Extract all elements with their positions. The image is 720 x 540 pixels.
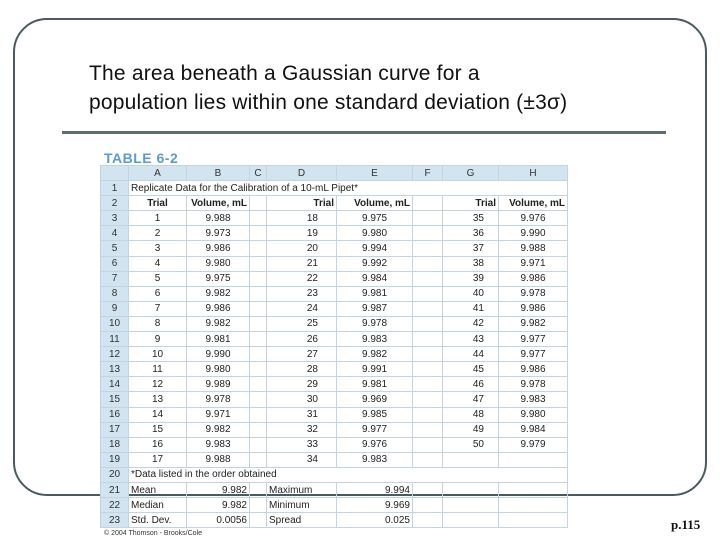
volume-cell: 9.976 bbox=[499, 211, 568, 226]
volume-cell: 9.983 bbox=[499, 392, 568, 407]
volume-cell: 9.986 bbox=[499, 362, 568, 377]
empty-cell bbox=[499, 482, 568, 497]
empty-cell bbox=[413, 452, 443, 467]
column-header: Trial bbox=[443, 196, 499, 211]
volume-cell: 9.977 bbox=[337, 422, 413, 437]
stat-label: Std. Dev. bbox=[129, 513, 187, 528]
trial-cell: 32 bbox=[267, 422, 337, 437]
stats-row bbox=[101, 482, 568, 497]
trial-cell: 2 bbox=[129, 226, 187, 241]
trial-cell: 41 bbox=[443, 301, 499, 316]
volume-cell: 9.969 bbox=[337, 392, 413, 407]
trial-cell: 18 bbox=[267, 211, 337, 226]
empty-cell bbox=[413, 301, 443, 316]
table-caption: TABLE 6-2 bbox=[104, 150, 179, 166]
volume-cell bbox=[499, 452, 568, 467]
slide-title-line-1: The area beneath a Gaussian curve for a bbox=[89, 62, 480, 85]
volume-cell: 9.977 bbox=[499, 347, 568, 362]
trial-cell bbox=[443, 452, 499, 467]
column-header: Volume, mL bbox=[337, 196, 413, 211]
trial-cell: 48 bbox=[443, 407, 499, 422]
row-number: 22 bbox=[101, 498, 129, 513]
page-number: p.115 bbox=[671, 517, 701, 532]
trial-cell: 15 bbox=[129, 422, 187, 437]
table-row bbox=[101, 407, 568, 422]
row-number: 8 bbox=[101, 286, 129, 301]
row-number: 16 bbox=[101, 407, 129, 422]
empty-cell bbox=[250, 196, 267, 211]
trial-cell: 38 bbox=[443, 256, 499, 271]
stats-row bbox=[101, 513, 568, 528]
slide-title bbox=[89, 59, 649, 117]
trial-cell: 6 bbox=[129, 286, 187, 301]
empty-cell bbox=[250, 482, 267, 497]
volume-cell: 9.978 bbox=[187, 392, 250, 407]
empty-cell bbox=[250, 362, 267, 377]
volume-cell: 9.973 bbox=[187, 226, 250, 241]
empty-cell bbox=[413, 211, 443, 226]
trial-cell: 44 bbox=[443, 347, 499, 362]
corner-cell bbox=[101, 166, 129, 181]
empty-cell bbox=[413, 286, 443, 301]
volume-cell: 9.981 bbox=[187, 332, 250, 347]
row-number: 18 bbox=[101, 437, 129, 452]
empty-cell bbox=[443, 513, 499, 528]
empty-cell bbox=[413, 482, 443, 497]
empty-cell bbox=[499, 498, 568, 513]
empty-cell bbox=[250, 316, 267, 331]
empty-cell bbox=[413, 362, 443, 377]
copyright-notice: © 2004 Thomson - Brooks/Cole bbox=[104, 530, 203, 537]
empty-cell bbox=[413, 332, 443, 347]
empty-cell bbox=[250, 286, 267, 301]
stat-value: 9.969 bbox=[337, 498, 413, 513]
trial-cell: 42 bbox=[443, 316, 499, 331]
volume-cell: 9.986 bbox=[187, 241, 250, 256]
column-letter: F bbox=[413, 166, 443, 181]
volume-cell: 9.981 bbox=[337, 377, 413, 392]
spreadsheet-table bbox=[100, 165, 568, 528]
trial-cell: 1 bbox=[129, 211, 187, 226]
row-number: 15 bbox=[101, 392, 129, 407]
slide-title-line-2: population lies within one standard deviation (±3σ) bbox=[89, 91, 568, 114]
trial-cell: 16 bbox=[129, 437, 187, 452]
stat-label: Maximum bbox=[267, 482, 337, 497]
volume-cell: 9.986 bbox=[187, 301, 250, 316]
trial-cell: 8 bbox=[129, 316, 187, 331]
row-number: 17 bbox=[101, 422, 129, 437]
empty-cell bbox=[413, 196, 443, 211]
volume-cell: 9.988 bbox=[187, 211, 250, 226]
row-number: 4 bbox=[101, 226, 129, 241]
volume-cell: 9.981 bbox=[337, 286, 413, 301]
table-row bbox=[101, 437, 568, 452]
trial-cell: 47 bbox=[443, 392, 499, 407]
stat-value: 0.025 bbox=[337, 513, 413, 528]
table-row bbox=[101, 196, 568, 211]
trial-cell: 33 bbox=[267, 437, 337, 452]
empty-cell bbox=[250, 211, 267, 226]
table-row bbox=[101, 347, 568, 362]
column-letter: G bbox=[443, 166, 499, 181]
volume-cell: 9.991 bbox=[337, 362, 413, 377]
row-number: 20 bbox=[101, 467, 129, 482]
empty-cell bbox=[250, 422, 267, 437]
volume-cell: 9.980 bbox=[337, 226, 413, 241]
trial-cell: 4 bbox=[129, 256, 187, 271]
volume-cell: 9.992 bbox=[337, 256, 413, 271]
volume-cell: 9.983 bbox=[337, 332, 413, 347]
table-row bbox=[101, 316, 568, 331]
volume-cell: 9.982 bbox=[187, 316, 250, 331]
table-footnote: *Data listed in the order obtained bbox=[129, 467, 568, 482]
row-number: 10 bbox=[101, 316, 129, 331]
trial-cell: 9 bbox=[129, 332, 187, 347]
stat-label: Median bbox=[129, 498, 187, 513]
empty-cell bbox=[413, 392, 443, 407]
table-row bbox=[101, 422, 568, 437]
row-number: 6 bbox=[101, 256, 129, 271]
table-row bbox=[101, 181, 568, 196]
trial-cell: 12 bbox=[129, 377, 187, 392]
empty-cell bbox=[413, 256, 443, 271]
table-row bbox=[101, 392, 568, 407]
volume-cell: 9.975 bbox=[187, 271, 250, 286]
trial-cell: 30 bbox=[267, 392, 337, 407]
volume-cell: 9.976 bbox=[337, 437, 413, 452]
table-row bbox=[101, 211, 568, 226]
volume-cell: 9.986 bbox=[499, 271, 568, 286]
empty-cell bbox=[250, 437, 267, 452]
empty-cell bbox=[250, 271, 267, 286]
column-header: Volume, mL bbox=[499, 196, 568, 211]
column-header: Trial bbox=[129, 196, 187, 211]
trial-cell: 45 bbox=[443, 362, 499, 377]
volume-cell: 9.979 bbox=[499, 437, 568, 452]
trial-cell: 22 bbox=[267, 271, 337, 286]
volume-cell: 9.989 bbox=[187, 377, 250, 392]
empty-cell bbox=[250, 347, 267, 362]
column-letter: H bbox=[499, 166, 568, 181]
row-number: 21 bbox=[101, 482, 129, 497]
volume-cell: 9.980 bbox=[187, 256, 250, 271]
table-row bbox=[101, 377, 568, 392]
volume-cell: 9.980 bbox=[187, 362, 250, 377]
trial-cell: 19 bbox=[267, 226, 337, 241]
volume-cell: 9.983 bbox=[337, 452, 413, 467]
volume-cell: 9.986 bbox=[499, 301, 568, 316]
trial-cell: 49 bbox=[443, 422, 499, 437]
volume-cell: 9.984 bbox=[499, 422, 568, 437]
table-row bbox=[101, 256, 568, 271]
trial-cell: 11 bbox=[129, 362, 187, 377]
empty-cell bbox=[250, 332, 267, 347]
empty-cell bbox=[250, 407, 267, 422]
stat-label: Mean bbox=[129, 482, 187, 497]
table-row bbox=[101, 362, 568, 377]
empty-cell bbox=[413, 513, 443, 528]
trial-cell: 27 bbox=[267, 347, 337, 362]
volume-cell: 9.983 bbox=[187, 437, 250, 452]
row-number: 9 bbox=[101, 301, 129, 316]
empty-cell bbox=[413, 498, 443, 513]
table-row bbox=[101, 241, 568, 256]
trial-cell: 46 bbox=[443, 377, 499, 392]
row-number: 19 bbox=[101, 452, 129, 467]
volume-cell: 9.988 bbox=[187, 452, 250, 467]
row-number: 12 bbox=[101, 347, 129, 362]
column-letter: D bbox=[267, 166, 337, 181]
column-letter: B bbox=[187, 166, 250, 181]
trial-cell: 31 bbox=[267, 407, 337, 422]
row-number: 11 bbox=[101, 332, 129, 347]
title-divider bbox=[62, 131, 666, 134]
row-number: 14 bbox=[101, 377, 129, 392]
empty-cell bbox=[413, 241, 443, 256]
trial-cell: 13 bbox=[129, 392, 187, 407]
stat-value: 9.982 bbox=[187, 498, 250, 513]
empty-cell bbox=[250, 392, 267, 407]
empty-cell bbox=[499, 513, 568, 528]
volume-cell: 9.978 bbox=[337, 316, 413, 331]
row-number: 3 bbox=[101, 211, 129, 226]
volume-cell: 9.978 bbox=[499, 286, 568, 301]
table-row bbox=[101, 467, 568, 482]
volume-cell: 9.980 bbox=[499, 407, 568, 422]
trial-cell: 5 bbox=[129, 271, 187, 286]
stats-row bbox=[101, 498, 568, 513]
trial-cell: 23 bbox=[267, 286, 337, 301]
trial-cell: 43 bbox=[443, 332, 499, 347]
trial-cell: 37 bbox=[443, 241, 499, 256]
empty-cell bbox=[413, 316, 443, 331]
stat-value: 9.982 bbox=[187, 482, 250, 497]
table-row bbox=[101, 271, 568, 286]
volume-cell: 9.985 bbox=[337, 407, 413, 422]
stat-value: 0.0056 bbox=[187, 513, 250, 528]
trial-cell: 7 bbox=[129, 301, 187, 316]
table-row bbox=[101, 301, 568, 316]
empty-cell bbox=[250, 256, 267, 271]
trial-cell: 40 bbox=[443, 286, 499, 301]
volume-cell: 9.982 bbox=[499, 316, 568, 331]
volume-cell: 9.994 bbox=[337, 241, 413, 256]
trial-cell: 39 bbox=[443, 271, 499, 286]
row-number: 7 bbox=[101, 271, 129, 286]
table-row bbox=[101, 226, 568, 241]
volume-cell: 9.982 bbox=[337, 347, 413, 362]
empty-cell bbox=[250, 226, 267, 241]
row-number: 1 bbox=[101, 181, 129, 196]
column-header: Trial bbox=[267, 196, 337, 211]
table-row bbox=[101, 332, 568, 347]
stat-label: Minimum bbox=[267, 498, 337, 513]
trial-cell: 20 bbox=[267, 241, 337, 256]
volume-cell: 9.987 bbox=[337, 301, 413, 316]
empty-cell bbox=[413, 226, 443, 241]
row-number: 2 bbox=[101, 196, 129, 211]
empty-cell bbox=[250, 301, 267, 316]
empty-cell bbox=[413, 271, 443, 286]
empty-cell bbox=[413, 422, 443, 437]
trial-cell: 25 bbox=[267, 316, 337, 331]
volume-cell: 9.990 bbox=[499, 226, 568, 241]
trial-cell: 28 bbox=[267, 362, 337, 377]
row-number: 23 bbox=[101, 513, 129, 528]
empty-cell bbox=[250, 498, 267, 513]
table-heading: Replicate Data for the Calibration of a 10-mL Pipet* bbox=[129, 181, 568, 196]
trial-cell: 29 bbox=[267, 377, 337, 392]
trial-cell: 24 bbox=[267, 301, 337, 316]
volume-cell: 9.984 bbox=[337, 271, 413, 286]
trial-cell: 3 bbox=[129, 241, 187, 256]
column-letter: E bbox=[337, 166, 413, 181]
row-number: 13 bbox=[101, 362, 129, 377]
volume-cell: 9.977 bbox=[499, 332, 568, 347]
empty-cell bbox=[413, 377, 443, 392]
column-header: Volume, mL bbox=[187, 196, 250, 211]
volume-cell: 9.971 bbox=[499, 256, 568, 271]
empty-cell bbox=[413, 437, 443, 452]
column-letter: A bbox=[129, 166, 187, 181]
empty-cell bbox=[443, 498, 499, 513]
volume-cell: 9.990 bbox=[187, 347, 250, 362]
volume-cell: 9.988 bbox=[499, 241, 568, 256]
empty-cell bbox=[413, 347, 443, 362]
stat-value: 9.994 bbox=[337, 482, 413, 497]
trial-cell: 14 bbox=[129, 407, 187, 422]
empty-cell bbox=[250, 377, 267, 392]
empty-cell bbox=[250, 452, 267, 467]
trial-cell: 26 bbox=[267, 332, 337, 347]
table-row bbox=[101, 286, 568, 301]
empty-cell bbox=[250, 241, 267, 256]
trial-cell: 10 bbox=[129, 347, 187, 362]
volume-cell: 9.982 bbox=[187, 422, 250, 437]
trial-cell: 34 bbox=[267, 452, 337, 467]
column-letter: C bbox=[250, 166, 267, 181]
empty-cell bbox=[250, 513, 267, 528]
table-row bbox=[101, 452, 568, 467]
trial-cell: 21 bbox=[267, 256, 337, 271]
column-header-row bbox=[101, 166, 568, 181]
volume-cell: 9.975 bbox=[337, 211, 413, 226]
stat-label: Spread bbox=[267, 513, 337, 528]
trial-cell: 36 bbox=[443, 226, 499, 241]
empty-cell bbox=[413, 407, 443, 422]
volume-cell: 9.971 bbox=[187, 407, 250, 422]
trial-cell: 50 bbox=[443, 437, 499, 452]
trial-cell: 35 bbox=[443, 211, 499, 226]
empty-cell bbox=[443, 482, 499, 497]
trial-cell: 17 bbox=[129, 452, 187, 467]
volume-cell: 9.982 bbox=[187, 286, 250, 301]
row-number: 5 bbox=[101, 241, 129, 256]
volume-cell: 9.978 bbox=[499, 377, 568, 392]
